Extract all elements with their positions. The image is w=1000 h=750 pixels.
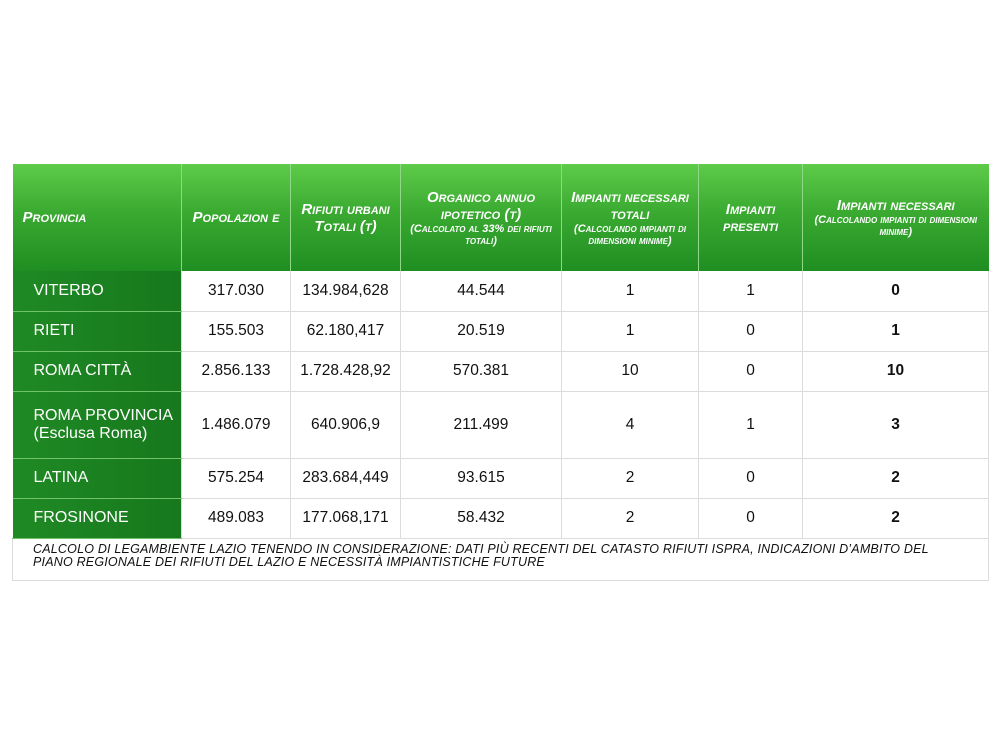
cell-organico: 58.432 xyxy=(401,498,562,538)
cell-necessari-totali: 10 xyxy=(562,351,699,391)
cell-rifiuti: 283.684,449 xyxy=(291,458,401,498)
cell-organico: 93.615 xyxy=(401,458,562,498)
table-row xyxy=(13,391,989,458)
cell-rifiuti: 134.984,628 xyxy=(291,271,401,311)
impianti-table xyxy=(12,164,989,581)
cell-popolazione: 155.503 xyxy=(182,311,291,351)
data-table-container xyxy=(12,164,988,580)
header-label: Impianti presenti xyxy=(722,200,778,235)
header-presenti xyxy=(699,164,803,271)
cell-popolazione: 575.254 xyxy=(182,458,291,498)
cell-rifiuti: 640.906,9 xyxy=(291,391,401,458)
cell-rifiuti: 177.068,171 xyxy=(291,498,401,538)
table-row xyxy=(13,271,989,311)
cell-rifiuti: 62.180,417 xyxy=(291,311,401,351)
header-row xyxy=(13,164,989,271)
header-rifiuti xyxy=(291,164,401,271)
cell-necessari: 2 xyxy=(803,458,989,498)
header-label: Impianti necessari xyxy=(836,197,955,214)
cell-necessari-totali: 1 xyxy=(562,271,699,311)
cell-presenti: 0 xyxy=(699,498,803,538)
header-label: Rifiuti urbani Totali (t) xyxy=(301,200,390,235)
cell-presenti: 0 xyxy=(699,311,803,351)
header-organico xyxy=(401,164,562,271)
cell-necessari-totali: 1 xyxy=(562,311,699,351)
header-label: Popolazion e xyxy=(192,209,280,226)
cell-provincia: ROMA CITTÀ xyxy=(13,351,182,391)
cell-popolazione: 317.030 xyxy=(182,271,291,311)
table-row xyxy=(13,458,989,498)
header-sublabel: (Calcolato al 33% dei rifiuti totali) xyxy=(410,222,552,247)
cell-rifiuti: 1.728.428,92 xyxy=(291,351,401,391)
cell-popolazione: 2.856.133 xyxy=(182,351,291,391)
header-sublabel: (Calcolando impianti di dimensioni minime) xyxy=(574,222,686,247)
cell-organico: 20.519 xyxy=(401,311,562,351)
cell-presenti: 0 xyxy=(699,351,803,391)
table-row xyxy=(13,351,989,391)
table-row xyxy=(13,498,989,538)
header-sublabel: (Calcolando impianti di dimensioni minime) xyxy=(814,214,978,238)
header-popolazione xyxy=(182,164,291,271)
provincia-note: (Esclusa Roma) xyxy=(33,424,148,442)
cell-organico: 44.544 xyxy=(401,271,562,311)
cell-organico: 211.499 xyxy=(401,391,562,458)
cell-provincia xyxy=(13,391,182,458)
provincia-name: ROMA PROVINCIA xyxy=(33,406,174,424)
cell-necessari: 0 xyxy=(803,271,989,311)
cell-popolazione: 489.083 xyxy=(182,498,291,538)
table-row xyxy=(13,311,989,351)
cell-provincia: LATINA xyxy=(13,458,182,498)
header-label: Organico annuo ipotetico (t) xyxy=(426,188,536,223)
cell-necessari: 1 xyxy=(803,311,989,351)
footnote: CALCOLO DI LEGAMBIENTE LAZIO TENENDO IN CONSIDERAZIONE: DATI PIÙ RECENTI DEL CATASTO RIFIUTI ISPRA, INDICAZIONI D’AMBITO DEL PIANO REGIONALE DEI RIFIUTI DEL LAZIO E NECESSITÀ IMPIANTISTICHE FUTURE xyxy=(13,538,989,580)
cell-necessari-totali: 2 xyxy=(562,498,699,538)
cell-necessari: 3 xyxy=(803,391,989,458)
header-provincia xyxy=(13,164,182,271)
header-label: Provincia xyxy=(22,209,87,226)
cell-necessari: 2 xyxy=(803,498,989,538)
cell-provincia: VITERBO xyxy=(13,271,182,311)
cell-presenti: 1 xyxy=(699,271,803,311)
header-necessari xyxy=(803,164,989,271)
cell-necessari-totali: 2 xyxy=(562,458,699,498)
cell-necessari-totali: 4 xyxy=(562,391,699,458)
cell-provincia: FROSINONE xyxy=(13,498,182,538)
cell-necessari: 10 xyxy=(803,351,989,391)
cell-provincia: RIETI xyxy=(13,311,182,351)
cell-presenti: 1 xyxy=(699,391,803,458)
footnote-row xyxy=(13,538,989,580)
cell-popolazione: 1.486.079 xyxy=(182,391,291,458)
header-necessari-totali xyxy=(562,164,699,271)
header-label: Impianti necessari totali xyxy=(571,188,689,223)
cell-presenti: 0 xyxy=(699,458,803,498)
cell-organico: 570.381 xyxy=(401,351,562,391)
